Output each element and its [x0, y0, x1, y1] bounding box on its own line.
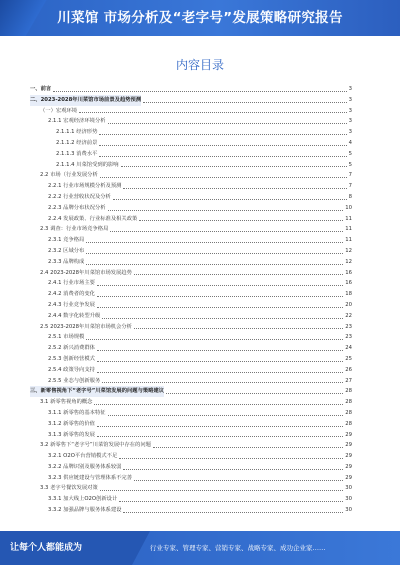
toc-leader-dots — [153, 447, 343, 448]
toc-leader-dots — [121, 166, 347, 167]
toc-entry-page: 30 — [345, 507, 352, 514]
toc-entry[interactable] — [30, 192, 352, 203]
toc-entry-title: 2.1.1.3 消费水平 — [56, 150, 98, 157]
footer-bar — [0, 531, 400, 565]
toc-leader-dots — [143, 102, 346, 103]
toc-entry-title: （一）宏观环境 — [40, 107, 78, 114]
toc-entry[interactable] — [30, 322, 352, 333]
table-of-contents — [30, 84, 352, 516]
toc-leader-dots — [100, 177, 347, 178]
toc-leader-dots — [86, 264, 343, 265]
toc-entry-title: 一、前言 — [30, 86, 52, 92]
toc-leader-dots — [97, 361, 343, 362]
toc-leader-dots — [97, 285, 343, 286]
toc-entry-title: 2.1.1.1 经济形势 — [56, 129, 98, 136]
footer-slogan: 让每个人都能成为 — [10, 543, 83, 553]
toc-leader-dots — [123, 188, 346, 189]
toc-entry-page: 29 — [345, 442, 352, 449]
toc-entry-title: 2.2.3 品牌分布状况分析 — [48, 204, 106, 211]
toc-entry-page: 8 — [348, 193, 352, 200]
toc-entry-title: 2.2.4 发展政策、行业标准及相关政策 — [48, 215, 138, 222]
toc-entry[interactable] — [30, 84, 352, 95]
toc-entry-page: 23 — [345, 323, 352, 330]
toc-entry-page: 28 — [345, 409, 352, 416]
toc-entry-title: 2.5.2 新兴消费群体 — [48, 345, 95, 352]
toc-leader-dots — [119, 501, 343, 502]
toc-entry[interactable] — [30, 462, 352, 473]
toc-entry[interactable] — [30, 278, 352, 289]
toc-entry-title: 2.2.1 行业市场规模分析及预测 — [48, 183, 122, 190]
toc-entry-page: 12 — [345, 247, 352, 254]
toc-entry-page: 28 — [345, 399, 352, 406]
toc-entry[interactable] — [30, 408, 352, 419]
toc-entry-page: 12 — [345, 258, 352, 265]
toc-entry-title: 2.2.2 行业营收状况及分析 — [48, 193, 111, 200]
toc-entry-title: 3.1.2 新零售的价值 — [48, 420, 95, 427]
toc-entry[interactable] — [30, 311, 352, 322]
toc-entry-page: 30 — [345, 485, 352, 492]
toc-leader-dots — [86, 339, 343, 340]
toc-leader-dots — [102, 318, 343, 319]
report-header-bar — [0, 0, 400, 36]
toc-leader-dots — [86, 253, 343, 254]
toc-entry[interactable] — [30, 483, 352, 494]
toc-entry[interactable] — [30, 106, 352, 117]
toc-entry-title: 3.2.2 品牌识别及服务体系较弱 — [48, 463, 122, 470]
toc-entry-page: 16 — [345, 269, 352, 276]
toc-entry-title: 2.5.5 业态与创新服务 — [48, 377, 101, 384]
toc-entry[interactable] — [30, 430, 352, 441]
toc-heading: 内容目录 — [175, 58, 224, 72]
toc-leader-dots — [97, 436, 343, 437]
toc-leader-dots — [99, 134, 346, 135]
toc-entry-page: 10 — [345, 204, 352, 211]
toc-entry-page: 27 — [345, 377, 352, 384]
toc-entry-title: 2.3 调查：行业市场竞争格局 — [40, 226, 109, 233]
toc-entry[interactable] — [30, 138, 352, 149]
toc-leader-dots — [139, 220, 343, 221]
toc-entry[interactable] — [30, 235, 352, 246]
toc-entry-page: 20 — [345, 301, 352, 308]
toc-entry-page: 11 — [345, 215, 352, 222]
toc-entry-title: 2.4.2 消费者的变化 — [48, 291, 95, 298]
toc-entry[interactable] — [30, 170, 352, 181]
toc-entry-page: 11 — [345, 237, 352, 244]
toc-entry[interactable] — [30, 300, 352, 311]
footer-tagline: 行业专家、管理专家、营销专家、战略专家、成功企业家…… — [150, 544, 326, 552]
toc-entry[interactable] — [30, 289, 352, 300]
toc-entry-page: 29 — [345, 453, 352, 460]
toc-leader-dots — [134, 328, 343, 329]
toc-entry-title: 2.4 2023-2028年川菜馆市场发展趋势 — [40, 269, 132, 276]
toc-entry-page: 7 — [348, 183, 352, 190]
toc-entry-page: 24 — [345, 345, 352, 352]
toc-entry[interactable] — [30, 494, 352, 505]
toc-entry[interactable] — [30, 473, 352, 484]
toc-entry-title: 二、2023-2028年川菜馆市场前景及趋势预测 — [30, 95, 141, 106]
toc-leader-dots — [108, 210, 344, 211]
toc-entry-page: 4 — [348, 139, 352, 146]
toc-entry-title: 2.1.1 宏观经济环境分析 — [48, 118, 106, 125]
toc-entry-title: 2.1.1.2 经济前景 — [56, 139, 98, 146]
toc-entry-page: 30 — [345, 496, 352, 503]
toc-entry[interactable] — [30, 203, 352, 214]
toc-leader-dots — [123, 512, 343, 513]
toc-leader-dots — [97, 296, 343, 297]
toc-entry-page: 3 — [348, 86, 352, 92]
toc-entry-page: 28 — [345, 388, 352, 395]
toc-entry-title: 3.1.1 新零售的基本特征 — [48, 409, 106, 416]
toc-leader-dots — [134, 274, 343, 275]
toc-leader-dots — [99, 145, 346, 146]
toc-entry-page: 16 — [345, 280, 352, 287]
toc-entry-page: 3 — [348, 107, 352, 114]
toc-leader-dots — [134, 480, 343, 481]
toc-entry-page: 26 — [345, 366, 352, 373]
toc-leader-dots — [94, 404, 343, 405]
toc-entry[interactable] — [30, 419, 352, 430]
toc-entry[interactable] — [30, 397, 352, 408]
toc-entry-title: 2.5.4 政策导向支持 — [48, 366, 95, 373]
toc-entry-page: 23 — [345, 334, 352, 341]
toc-entry-title: 2.1.1.4 川菜馆受到的影响 — [56, 161, 119, 168]
toc-leader-dots — [123, 469, 343, 470]
toc-entry-title: 2.4.1 行业市场主要 — [48, 280, 95, 287]
toc-entry[interactable] — [30, 343, 352, 354]
toc-entry-title: 2.3.2 区域分布 — [48, 247, 85, 254]
toc-entry-title: 3.2.3 供应链建设与管理体系不完善 — [48, 474, 133, 481]
toc-leader-dots — [166, 393, 343, 394]
toc-entry-page: 7 — [348, 172, 352, 179]
toc-leader-dots — [97, 426, 343, 427]
toc-leader-dots — [53, 91, 346, 92]
toc-leader-dots — [100, 490, 343, 491]
toc-entry-page: 3 — [348, 96, 352, 103]
toc-entry[interactable] — [30, 214, 352, 225]
toc-entry-title: 3.1 新零售视角的概念 — [40, 399, 93, 406]
toc-entry[interactable] — [30, 268, 352, 279]
toc-entry-page: 28 — [345, 420, 352, 427]
toc-entry-title: 3.3 老字号餐饮发展对策 — [40, 485, 98, 492]
toc-entry-page: 29 — [345, 431, 352, 438]
toc-leader-dots — [97, 350, 343, 351]
toc-entry-page: 22 — [345, 312, 352, 319]
toc-entry[interactable] — [30, 257, 352, 268]
toc-leader-dots — [99, 156, 346, 157]
toc-entry-title: 2.5 2023-2028年川菜馆市场机会分析 — [40, 323, 132, 330]
toc-entry-title: 2.2 市场（行业发展分析 — [40, 172, 98, 179]
toc-entry[interactable] — [30, 95, 352, 106]
toc-entry-page: 5 — [348, 150, 352, 157]
toc-entry-title: 3.3.1 加大线上O2O创新设计 — [48, 496, 118, 503]
toc-entry-page: 3 — [348, 118, 352, 125]
toc-entry-title: 3.2 新零售下“老字号”川菜馆发展中存在的问题 — [40, 442, 151, 449]
toc-entry[interactable] — [30, 440, 352, 451]
toc-entry-title: 三、新零售视角下“老字号”川菜馆发展的问题与策略建议 — [30, 386, 164, 397]
toc-entry[interactable] — [30, 332, 352, 343]
toc-entry[interactable] — [30, 246, 352, 257]
toc-entry[interactable] — [30, 451, 352, 462]
toc-leader-dots — [97, 307, 343, 308]
toc-entry-title: 3.2.1 O2O平台营销模式不足 — [48, 453, 118, 460]
toc-entry-page: 29 — [345, 463, 352, 470]
toc-entry-title: 2.3.3 品牌构成 — [48, 258, 85, 265]
toc-entry-title: 2.4.4 数字化转型升级 — [48, 312, 101, 319]
toc-entry-page: 3 — [348, 129, 352, 136]
toc-entry[interactable] — [30, 160, 352, 171]
toc-leader-dots — [108, 123, 347, 124]
toc-entry-title: 3.1.3 新零售的发展 — [48, 431, 95, 438]
toc-entry[interactable] — [30, 224, 352, 235]
toc-leader-dots — [113, 199, 347, 200]
toc-entry[interactable] — [30, 127, 352, 138]
toc-entry-title: 2.5.3 创新经营模式 — [48, 355, 95, 362]
toc-entry-title: 2.5.1 市场规模 — [48, 334, 85, 341]
toc-leader-dots — [119, 458, 343, 459]
toc-leader-dots — [97, 372, 343, 373]
toc-entry-page: 11 — [345, 226, 352, 233]
toc-entry[interactable] — [30, 116, 352, 127]
toc-entry[interactable] — [30, 386, 352, 397]
toc-entry[interactable] — [30, 354, 352, 365]
toc-entry[interactable] — [30, 376, 352, 387]
toc-entry-page: 25 — [345, 355, 352, 362]
toc-entry-title: 3.3.2 加强品牌与服务体系建设 — [48, 507, 122, 514]
toc-leader-dots — [108, 415, 344, 416]
toc-entry-page: 5 — [348, 161, 352, 168]
report-title: 川菜馆 市场分析及“老字号”发展策略研究报告 — [57, 10, 343, 26]
toc-leader-dots — [102, 382, 343, 383]
toc-leader-dots — [79, 112, 347, 113]
toc-entry[interactable] — [30, 149, 352, 160]
toc-entry-title: 2.3.1 竞争格局 — [48, 237, 85, 244]
toc-entry[interactable] — [30, 505, 352, 516]
toc-leader-dots — [86, 242, 343, 243]
toc-entry-title: 2.4.3 行业竞争发展 — [48, 301, 95, 308]
toc-entry[interactable] — [30, 365, 352, 376]
toc-entry-page: 18 — [345, 291, 352, 298]
toc-entry[interactable] — [30, 181, 352, 192]
toc-leader-dots — [110, 231, 343, 232]
toc-entry-page: 29 — [345, 474, 352, 481]
